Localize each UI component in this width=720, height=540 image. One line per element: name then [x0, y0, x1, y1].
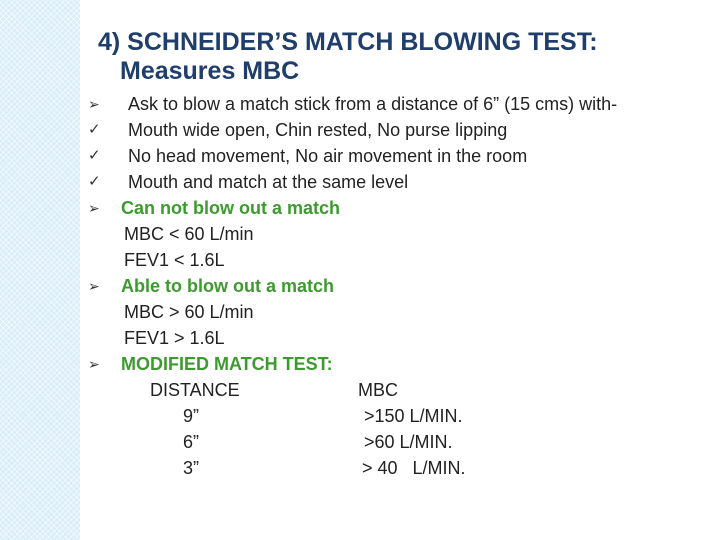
bullet-text: No head movement, No air movement in the room [128, 146, 528, 166]
list-item [88, 91, 708, 117]
bullet-text: Mouth and match at the same level [128, 172, 409, 192]
list-item [88, 169, 708, 195]
table-row [88, 429, 708, 455]
table-header-mbc: MBC [358, 380, 398, 400]
slide-title [98, 28, 698, 86]
bullet-text-highlight: Can not blow out a match [121, 198, 340, 218]
check-bullet-icon: ✓ [88, 173, 101, 190]
bullet-text: Ask to blow a match stick from a distance of 6” (15 cms) with- [128, 94, 618, 114]
title-line-1: 4) SCHNEIDER’S MATCH BLOWING TEST: [98, 28, 598, 56]
arrow-bullet-icon: ➢ [88, 96, 100, 112]
subitem-text: MBC > 60 L/min [124, 302, 254, 322]
table-row [88, 403, 708, 429]
title-line-2: Measures MBC [120, 57, 300, 85]
list-subitem [88, 221, 708, 247]
table-cell-mbc: >150 L/MIN. [364, 406, 463, 426]
table-cell-distance: 3” [183, 458, 200, 478]
list-item [88, 143, 708, 169]
list-item [88, 273, 708, 299]
arrow-bullet-icon: ➢ [88, 200, 100, 216]
list-subitem [88, 247, 708, 273]
bullet-text-highlight: MODIFIED MATCH TEST: [121, 354, 333, 374]
subitem-text: MBC < 60 L/min [124, 224, 254, 244]
slide-body [88, 91, 708, 481]
subitem-text: FEV1 < 1.6L [124, 250, 225, 270]
bullet-text: Mouth wide open, Chin rested, No purse lipping [128, 120, 508, 140]
table-cell-distance: 9” [183, 406, 200, 426]
list-item [88, 117, 708, 143]
list-subitem [88, 299, 708, 325]
arrow-bullet-icon: ➢ [88, 356, 100, 372]
table-header-distance: DISTANCE [150, 380, 240, 400]
check-bullet-icon: ✓ [88, 121, 101, 138]
subitem-text: FEV1 > 1.6L [124, 328, 225, 348]
check-bullet-icon: ✓ [88, 147, 101, 164]
bullet-text-highlight: Able to blow out a match [121, 276, 335, 296]
arrow-bullet-icon: ➢ [88, 278, 100, 294]
table-cell-mbc: >60 L/MIN. [364, 432, 453, 452]
table-row [88, 455, 708, 481]
list-item [88, 195, 708, 221]
list-subitem [88, 325, 708, 351]
decorative-side-band [0, 0, 80, 540]
table-header-row [88, 377, 708, 403]
table-cell-distance: 6” [183, 432, 200, 452]
list-item [88, 351, 708, 377]
table-cell-mbc: > 40 L/MIN. [362, 458, 466, 478]
